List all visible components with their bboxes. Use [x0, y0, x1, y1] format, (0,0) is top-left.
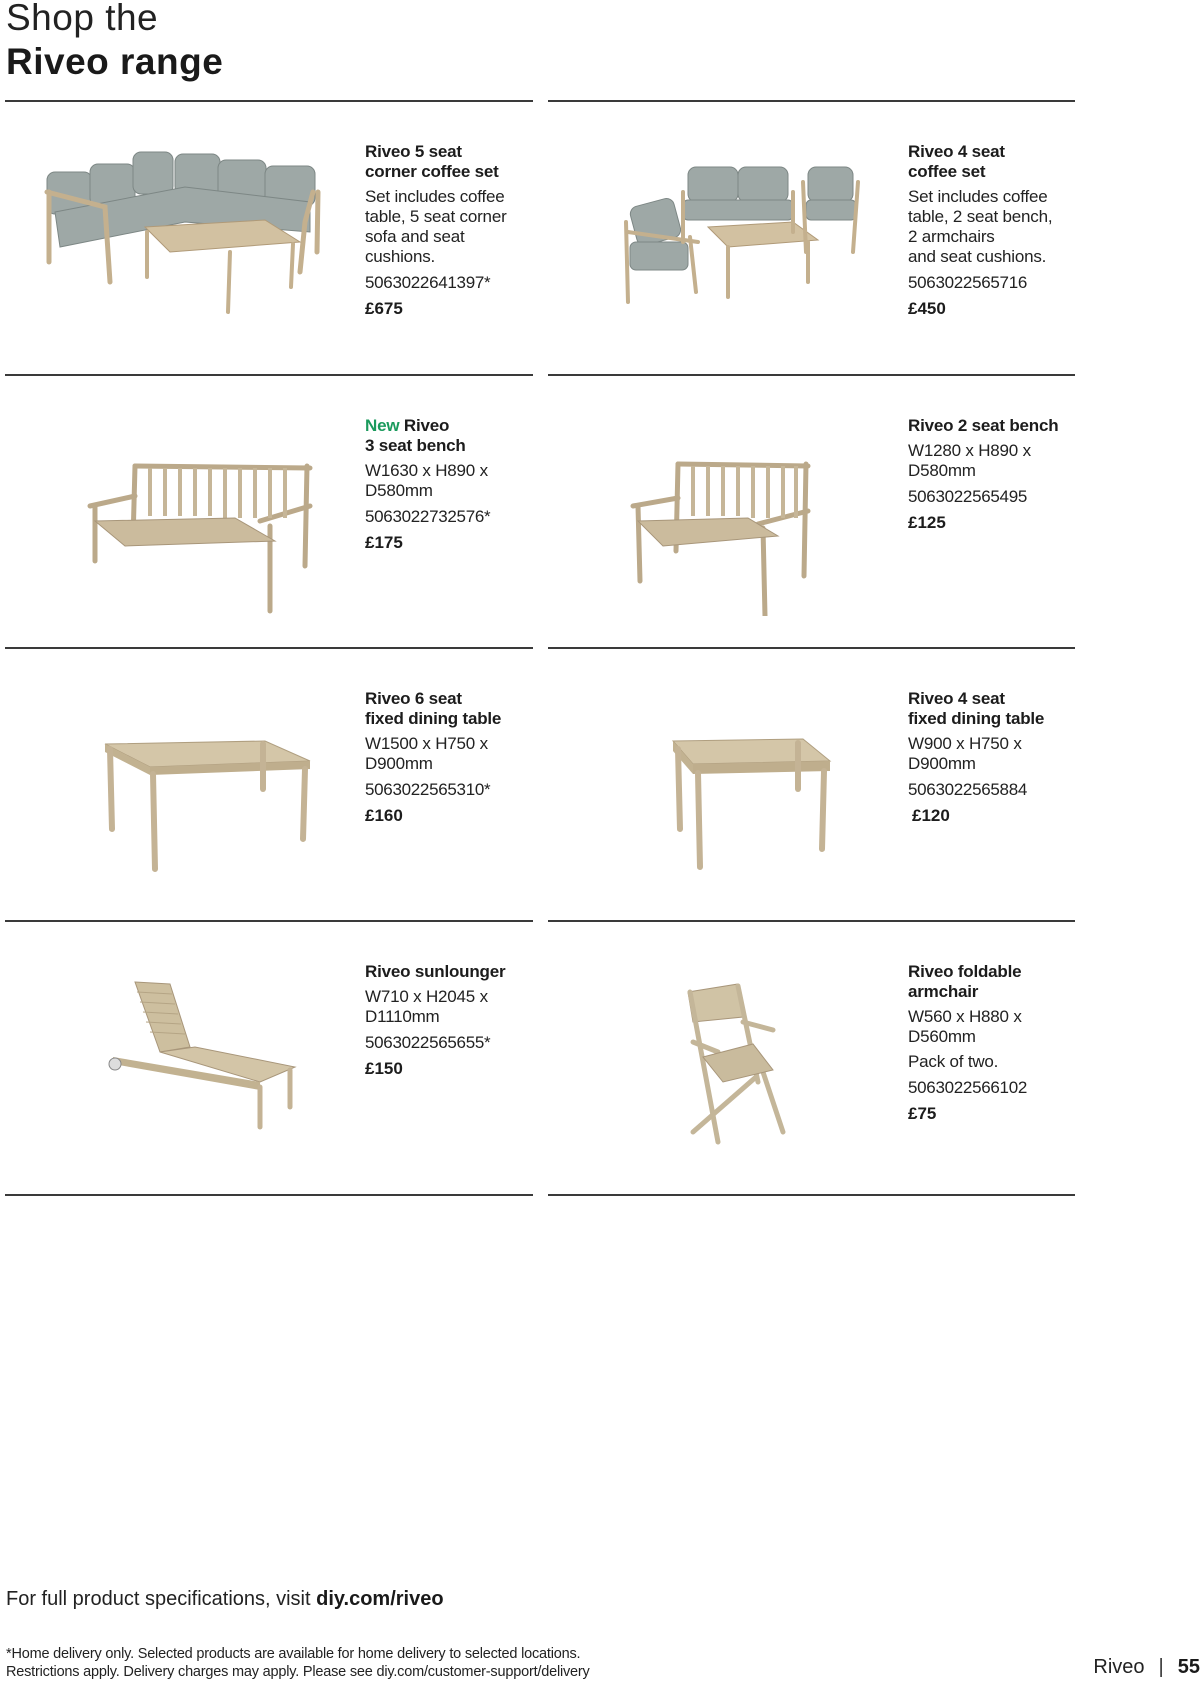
product-pack-note: Pack of two. — [908, 1052, 999, 1071]
2-seat-bench-image — [578, 406, 878, 616]
page-number: 55 — [1177, 1656, 1200, 1678]
6-seat-table-image — [35, 679, 335, 889]
product-ean: 5063022565495 — [908, 487, 1028, 506]
product-name: Riveo 4 seat coffee set — [908, 142, 1005, 181]
product-price: £675 — [365, 299, 403, 318]
page-footer — [1093, 1656, 1200, 1679]
product-info — [908, 142, 1088, 319]
product-info — [365, 689, 545, 826]
product-name: Riveo 5 seat corner coffee set — [365, 142, 499, 181]
product-description: Set includes coffee table, 5 seat corner sofa and seat cushions. — [365, 187, 507, 266]
title-line-1: Shop the — [6, 0, 159, 38]
product-price: £75 — [908, 1104, 937, 1123]
product-price: £175 — [365, 533, 403, 552]
3-seat-bench-image — [35, 406, 335, 616]
product-price: £150 — [365, 1059, 403, 1078]
product-ean: 5063022565655* — [365, 1033, 491, 1052]
product-ean: 5063022565716 — [908, 273, 1028, 292]
product-card-sunlounger[interactable] — [5, 922, 545, 1194]
product-name: Riveo foldable armchair — [908, 962, 1022, 1001]
product-info — [365, 962, 545, 1079]
product-info — [365, 416, 545, 553]
divider — [5, 1194, 533, 1196]
coffee-set-image — [578, 132, 878, 342]
folding-armchair-image — [578, 952, 878, 1162]
product-price: £120 — [912, 806, 950, 825]
product-card-6-seat-dining-table[interactable] — [5, 649, 545, 921]
product-dimensions: W1630 x H890 x D580mm — [365, 461, 488, 500]
specifications-note: For full product specifications, visit diy.com/riveo — [6, 1588, 444, 1610]
product-info — [365, 142, 545, 319]
product-dimensions: W710 x H2045 x D1110mm — [365, 987, 488, 1026]
divider — [548, 1194, 1075, 1196]
product-card-corner-coffee-set[interactable] — [5, 102, 545, 374]
product-ean: 5063022641397* — [365, 273, 491, 292]
product-ean: 5063022565310* — [365, 780, 491, 799]
product-card-foldable-armchair[interactable] — [548, 922, 1088, 1194]
riveo-link[interactable]: diy.com/riveo — [316, 1588, 444, 1610]
section-name: Riveo — [1093, 1656, 1145, 1678]
product-card-4-seat-dining-table[interactable] — [548, 649, 1088, 921]
separator: | — [1158, 1656, 1164, 1678]
product-name: Riveo sunlounger — [365, 962, 506, 981]
product-price: £450 — [908, 299, 946, 318]
new-badge: New — [365, 416, 400, 435]
product-dimensions: W560 x H880 x D560mm — [908, 1007, 1022, 1046]
corner-sofa-set-image — [35, 132, 335, 342]
product-info — [908, 416, 1088, 533]
product-card-4-seat-coffee-set[interactable] — [548, 102, 1088, 374]
product-price: £160 — [365, 806, 403, 825]
product-info — [908, 962, 1088, 1124]
product-card-3-seat-bench[interactable] — [5, 376, 545, 648]
product-card-2-seat-bench[interactable] — [548, 376, 1088, 648]
sunlounger-image — [35, 952, 335, 1162]
delivery-disclaimer: *Home delivery only. Selected products are available for home delivery to selected locations. Restrictions apply. Delivery charges may apply. Please see diy.com/customer-support/delivery — [6, 1646, 590, 1680]
product-description: Set includes coffee table, 2 seat bench, 2 armchairs and seat cushions. — [908, 187, 1053, 266]
product-name: Riveo 2 seat bench — [908, 416, 1059, 435]
product-name: New Riveo 3 seat bench — [365, 416, 466, 455]
product-dimensions: W1500 x H750 x D900mm — [365, 734, 488, 773]
4-seat-table-image — [578, 679, 878, 889]
product-ean: 5063022565884 — [908, 780, 1028, 799]
product-ean: 5063022732576* — [365, 507, 491, 526]
product-dimensions: W900 x H750 x D900mm — [908, 734, 1022, 773]
page-title — [6, 0, 223, 84]
product-info — [908, 689, 1088, 826]
product-name: Riveo 4 seat fixed dining table — [908, 689, 1045, 728]
product-dimensions: W1280 x H890 x D580mm — [908, 441, 1031, 480]
product-name: Riveo 6 seat fixed dining table — [365, 689, 502, 728]
title-line-2: Riveo range — [6, 41, 224, 82]
product-ean: 5063022566102 — [908, 1078, 1028, 1097]
product-price: £125 — [908, 513, 946, 532]
